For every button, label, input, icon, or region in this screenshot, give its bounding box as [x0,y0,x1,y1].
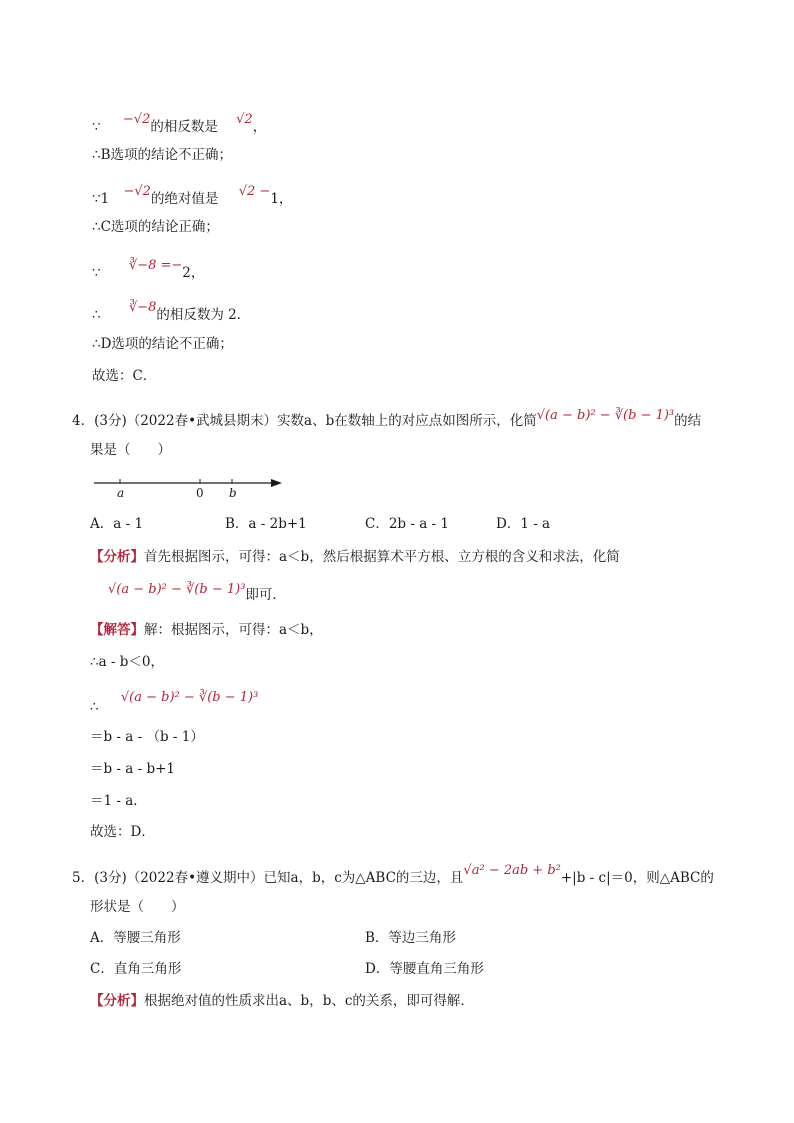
analysis-expr: √(a − b)² − ∛(b − 1)³ [108,582,246,597]
text-abs-is: 的绝对值是 [150,191,219,207]
line-c-reason [92,184,293,209]
q4-stem-end: 的结 [674,413,702,429]
q4-stem-line2: 果是（ ） [90,442,171,458]
q5-stem-text: 5．(3分)（2022春•遵义期中）已知a，b，c为△ABC的三边，且 [72,870,464,886]
label-b: b [229,486,237,500]
label-zero: 0 [196,486,204,500]
q5-stem-expr: √a² − 2ab + b² [463,863,561,878]
answer-text: 解：根据图示，可得：a＜b， [144,622,323,638]
text-opposite-two: 的相反数为 2． [156,307,251,323]
q4-conclusion: 故选：D． [90,824,155,840]
analysis-end: 即可． [245,587,286,603]
because-symbol: ∵ [92,119,101,135]
line-b-reason [92,112,267,137]
q4-option-c: C．2b - a - 1 [365,516,449,532]
q5-option-d: D．等腰直角三角形 [365,961,484,977]
q4-stem-line1 [72,408,702,431]
therefore-symbol: ∴ [92,307,101,323]
q4-stem-expr: √(a − b)² − ∛(b − 1)³ [536,408,675,423]
q4-step3: ＝b - a - （b - 1） [90,729,204,745]
math-sqrt2-minus: √2 − [238,184,271,199]
q4-analysis [90,548,620,566]
q5-analysis-text: 根据绝对值的性质求出a、b，b、c的关系，即可得解． [144,993,474,1009]
q5-option-b: B．等边三角形 [365,930,456,946]
analysis-tag: 【分析】 [90,549,144,565]
q5-option-a: A．等腰三角形 [90,930,181,946]
comma: ， [252,119,267,135]
math-cuberoot-neg8-2: ∛−8 [128,300,157,315]
analysis-text: 首先根据图示，可得：a＜b，然后根据算术平方根、立方根的含义和求法，化简 [144,549,620,565]
because-symbol-d: ∵ [92,265,101,281]
line-b-conclusion: ∴B选项的结论不正确； [92,147,233,163]
q5-analysis-tag: 【分析】 [90,993,144,1009]
step2-expr: √(a − b)² − ∛(b − 1)³ [120,690,259,705]
line-d-reason [92,258,205,283]
q4-option-a: A．a - 1 [90,516,144,532]
line-c-conclusion: ∴C选项的结论正确； [92,219,219,235]
math-sqrt2: √2 [236,112,253,127]
math-cuberoot-neg8: ∛−8 =− [128,258,183,273]
q4-step4: ＝b - a - b+1 [90,761,176,777]
q4-analysis-expr-line [108,582,286,605]
label-a: a [117,486,125,500]
line-d-opposite [92,300,251,325]
math-neg-sqrt2-c: −√2 [123,184,151,199]
q4-stem-text: 4．(3分)（2022春•武城县期末）实数a、b在数轴上的对应点如图所示，化简 [72,413,537,429]
number-line-arrow [271,479,282,487]
text-two-comma: 2， [182,265,205,281]
q4-step5: ＝1 - a． [90,793,147,809]
text-opposite-is: 的相反数是 [150,119,218,135]
q4-option-b: B．a - 2b+1 [225,516,307,532]
therefore-symbol-q4: ∴ [90,699,99,715]
math-neg-sqrt2: −√2 [122,112,151,127]
text-one-comma: 1， [270,191,293,207]
q5-stem-line1 [72,863,714,888]
line-d-conclusion: ∴D选项的结论不正确； [92,336,233,352]
because-one: ∵1 [92,191,110,207]
line-q3-choice: 故选：C． [92,368,157,384]
q4-answer [90,621,323,639]
q4-option-d: D．1 - a [496,516,551,532]
q4-step2 [90,690,259,717]
q5-analysis [90,992,474,1010]
q5-option-c: C．直角三角形 [90,961,182,977]
q5-plus: + [560,870,573,886]
q5-stem-end: |b - c|＝0，则△ABC的 [572,870,714,886]
q5-stem-line2: 形状是（ ） [90,899,185,915]
answer-tag: 【解答】 [90,622,144,638]
q4-step1: ∴a - b＜0， [90,654,165,670]
